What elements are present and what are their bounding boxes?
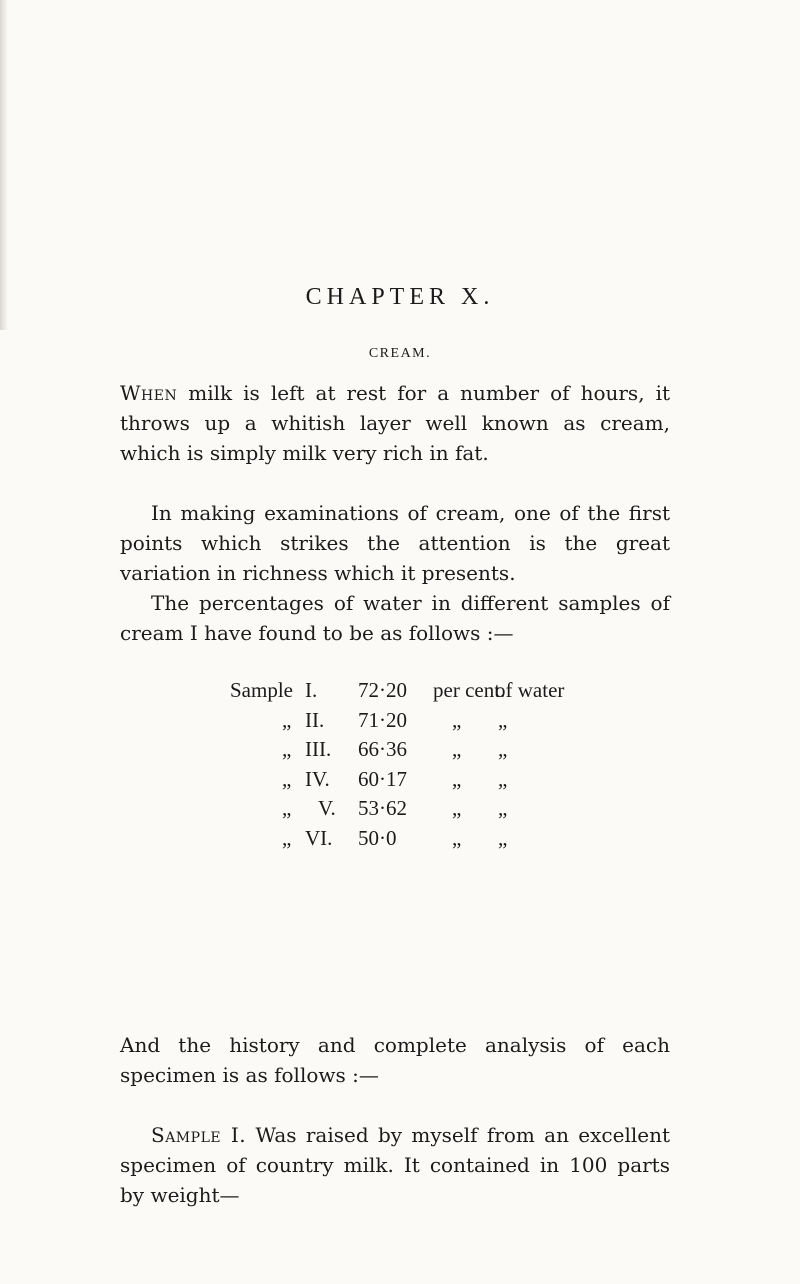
paragraph-sample-one xyxy=(120,1120,670,1210)
chapter-title: CHAPTER X. xyxy=(305,284,495,310)
ditto-mark: „ xyxy=(452,825,462,850)
paragraph-percentages: The percentages of water in different samples of cream I have found to be as follows :— xyxy=(120,591,670,645)
paragraph-history: And the history and complete analysis of each specimen is as follows :— xyxy=(120,1033,670,1087)
unit-per-cent: per cent. xyxy=(433,678,506,702)
sample-prefix: Sample xyxy=(230,678,293,702)
ditto-mark: „ xyxy=(282,737,292,761)
ditto-mark: „ xyxy=(282,796,292,820)
paragraph-text: milk is left at rest for a number of hours, it throws up a whitish layer well known as cream, which is simply milk very rich in fat. xyxy=(120,381,670,465)
table-row xyxy=(230,735,560,765)
ditto-mark: „ xyxy=(498,707,508,732)
ditto-mark: „ xyxy=(282,825,292,850)
sample-value: 71·20 xyxy=(358,707,407,732)
sample-number: VI. xyxy=(305,825,333,850)
paragraph-text: Was raised by myself from an excellent specimen of country milk. It contained in 100 parts by weight— xyxy=(120,1123,670,1207)
table-row xyxy=(230,676,565,706)
table-row xyxy=(230,706,560,736)
paragraph-lead-word: When xyxy=(120,381,178,405)
sample-number: III. xyxy=(305,737,332,761)
ditto-mark: „ xyxy=(452,707,462,732)
water-percentage-table xyxy=(230,676,565,853)
sample-number: V. xyxy=(318,796,336,820)
page-edge-shadow xyxy=(0,0,8,330)
ditto-mark: „ xyxy=(498,737,508,761)
sample-value: 53·62 xyxy=(358,796,407,820)
ditto-mark: „ xyxy=(452,796,462,820)
ditto-mark: „ xyxy=(452,737,462,761)
ditto-mark: „ xyxy=(498,825,508,850)
table-row xyxy=(230,824,560,854)
ditto-mark: „ xyxy=(282,707,292,732)
table-row xyxy=(230,765,560,795)
ditto-mark: „ xyxy=(452,766,462,791)
sample-value: 60·17 xyxy=(358,766,407,791)
sample-value: 72·20 xyxy=(358,678,407,702)
paragraph-variation: In making examinations of cream, one of the first points which strikes the attention is the great variation in richness which it presents. xyxy=(120,501,670,585)
ditto-mark: „ xyxy=(498,796,508,820)
table-row xyxy=(230,794,560,824)
paragraph-lead-word: Sample I. xyxy=(151,1123,247,1147)
paragraph-intro xyxy=(120,378,670,468)
sample-value: 66·36 xyxy=(358,737,407,761)
sample-value: 50·0 xyxy=(358,825,397,850)
ditto-mark: „ xyxy=(498,766,508,791)
sample-number: I. xyxy=(305,678,318,702)
chapter-subtitle: CREAM. xyxy=(368,346,432,361)
sample-number: II. xyxy=(305,707,325,732)
unit-of-water: of water xyxy=(495,678,565,702)
ditto-mark: „ xyxy=(282,766,292,791)
sample-number: IV. xyxy=(305,766,330,791)
